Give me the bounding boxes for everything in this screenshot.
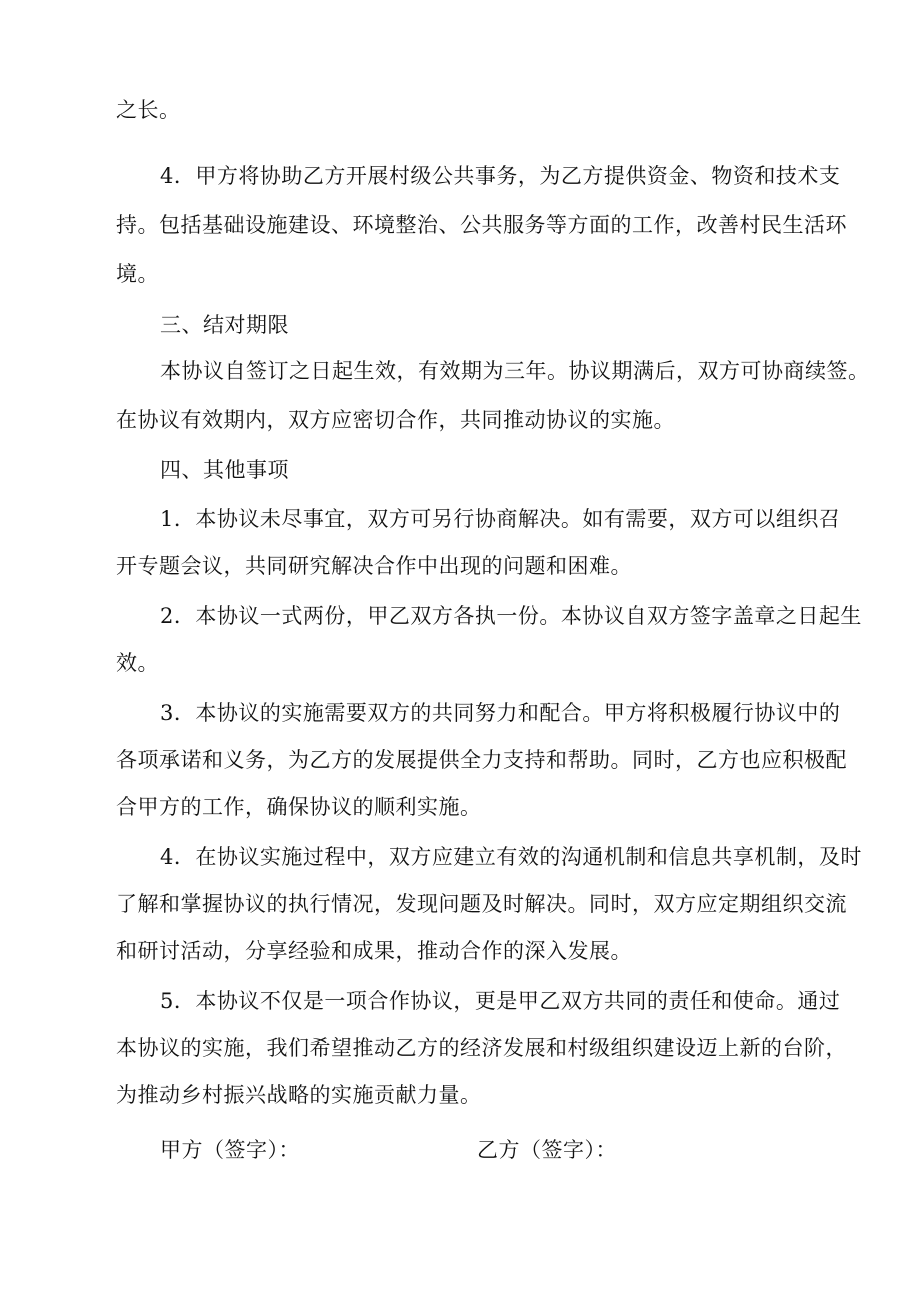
paragraph-line: 3．本协议的实施需要双方的共同努力和配合。甲方将积极履行协议中的 (160, 701, 841, 725)
paragraph-line: 1．本协议未尽事宜，双方可另行协商解决。如有需要，双方可以组织召 (160, 507, 841, 531)
paragraph-line: 持。包括基础设施建设、环境整治、公共服务等方面的工作，改善村民生活环 (116, 213, 847, 237)
paragraph-line: 本协议自签订之日起生效，有效期为三年。协议期满后，双方可协商续签。 (160, 359, 870, 383)
paragraph-line: 本协议的实施，我们希望推动乙方的经济发展和村级组织建设迈上新的台阶， (116, 1036, 847, 1060)
paragraph-line: 和研讨活动，分享经验和成果，推动合作的深入发展。 (116, 939, 632, 963)
paragraph-line: 5．本协议不仅是一项合作协议，更是甲乙双方共同的责任和使命。通过 (160, 989, 841, 1013)
paragraph-line: 境。 (116, 262, 159, 286)
paragraph-line: 效。 (116, 651, 159, 675)
paragraph-line: 各项承诺和义务，为乙方的发展提供全力支持和帮助。同时，乙方也应积极配 (116, 748, 847, 772)
paragraph-line: 之长。 (116, 98, 181, 122)
paragraph-line: 2．本协议一式两份，甲乙双方各执一份。本协议自双方签字盖章之日起生 (160, 604, 862, 628)
paragraph-line: 了解和掌握协议的执行情况，发现问题及时解决。同时，双方应定期组织交流 (116, 892, 847, 916)
paragraph-line: 合甲方的工作，确保协议的顺利实施。 (116, 795, 482, 819)
section-heading: 四、其他事项 (160, 458, 289, 482)
paragraph-line: 4．在协议实施过程中，双方应建立有效的沟通机制和信息共享机制，及时 (160, 845, 862, 869)
paragraph-line: 开专题会议，共同研究解决合作中出现的问题和困难。 (116, 554, 632, 578)
paragraph-line: 为推动乡村振兴战略的实施贡献力量。 (116, 1083, 482, 1107)
party-a-signature-label: 甲方（签字）： (160, 1138, 300, 1162)
paragraph-line: 在协议有效期内，双方应密切合作，共同推动协议的实施。 (116, 408, 675, 432)
party-b-signature-label: 乙方（签字）： (477, 1138, 617, 1162)
section-heading: 三、结对期限 (160, 313, 289, 337)
paragraph-line: 4．甲方将协助乙方开展村级公共事务，为乙方提供资金、物资和技术支 (160, 164, 841, 188)
